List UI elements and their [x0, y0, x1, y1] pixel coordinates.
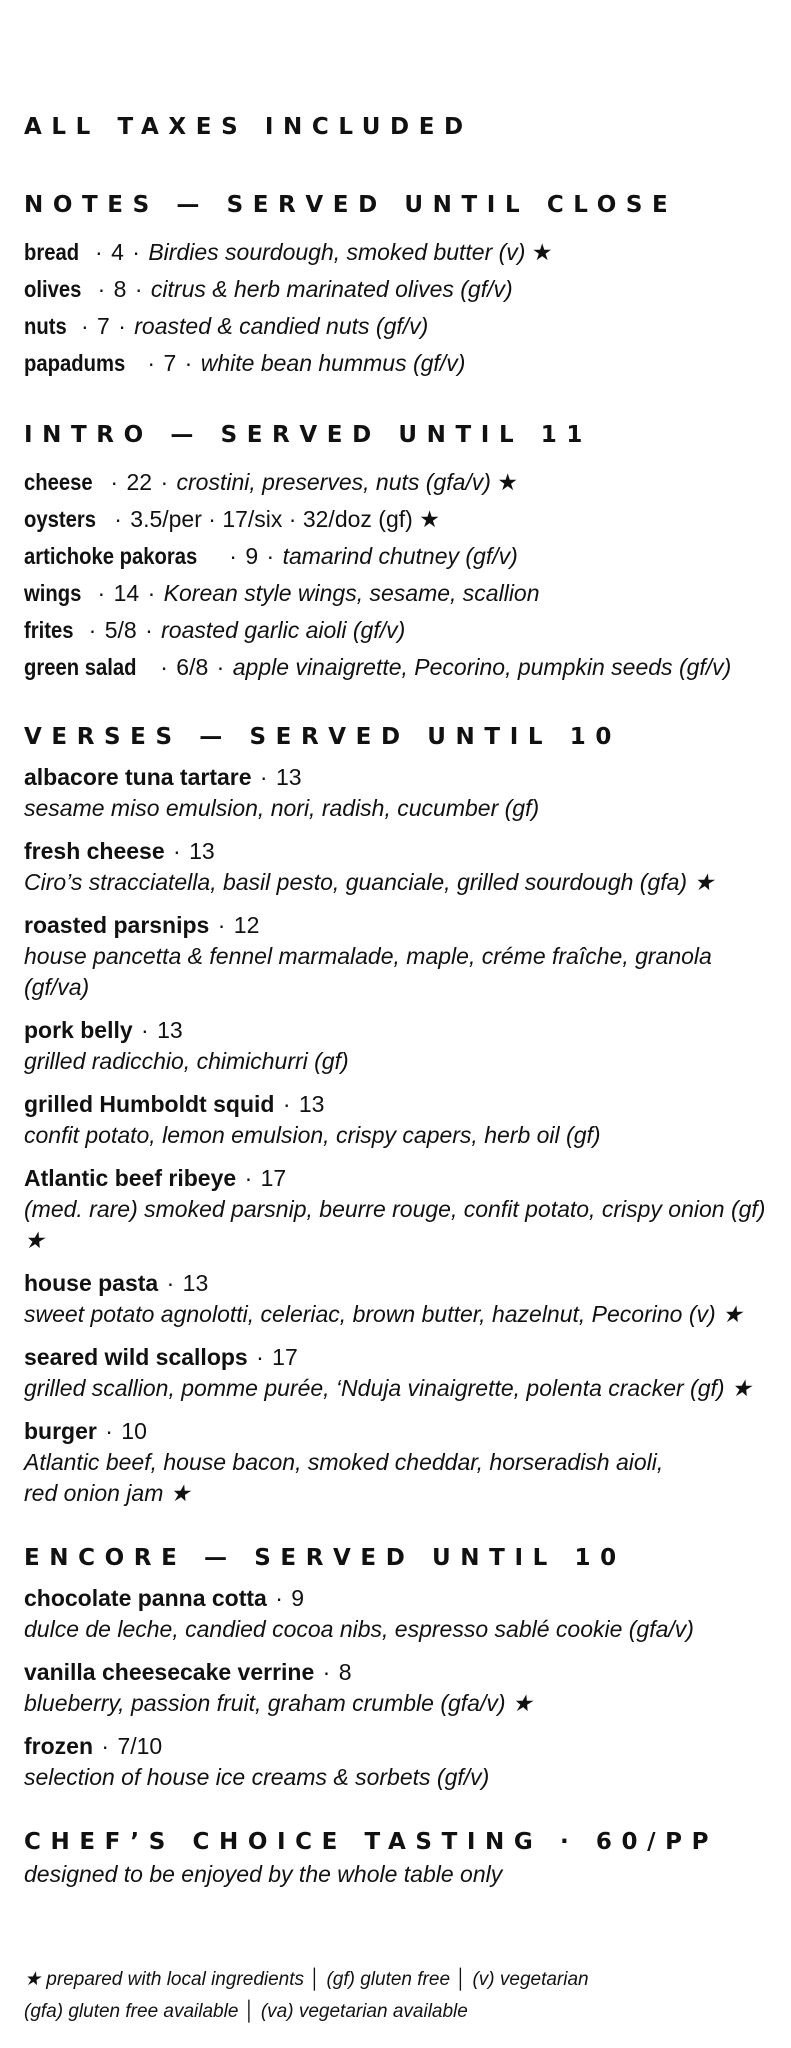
legend-line-1: ★ prepared with local ingredients │ (gf) gluten free │ (v) vegetarian — [24, 1969, 589, 1990]
legend-line-2: (gfa) gluten free available │ (va) vegetarian available — [24, 2001, 468, 2022]
list-item: seared wild scallops · 17 grilled scallion, pomme purée, ‘Nduja vinaigrette, polenta cracker (gf) ★ — [24, 1344, 752, 1401]
list-item: albacore tuna tartare · 13 sesame miso emulsion, nori, radish, cucumber (gf) — [24, 764, 540, 821]
taxes-heading: ALL TAXES INCLUDED — [24, 114, 473, 140]
encore-heading: ENCORE — SERVED UNTIL 10 — [24, 1545, 626, 1571]
encore-list — [24, 1583, 774, 1793]
menu-page — [24, 112, 774, 1890]
list-item: nuts · 7 · roasted & candied nuts (gf/v) — [24, 313, 429, 339]
list-item: frozen · 7/10 selection of house ice creams & sorbets (gf/v) — [24, 1733, 490, 1790]
intro-heading: INTRO — SERVED UNTIL 11 — [24, 422, 593, 448]
list-item: green salad · 6/8 · apple vinaigrette, Pecorino, pumpkin seeds (gf/v) — [24, 654, 732, 680]
tasting-heading: CHEF’S CHOICE TASTING · 60/PP — [24, 1829, 719, 1855]
list-item: fresh cheese · 13 Ciro’s stracciatella, basil pesto, guanciale, grilled sourdough (gfa) ★ — [24, 838, 715, 895]
list-item: oysters · 3.5/per · 17/six · 32/doz (gf) ★ — [24, 506, 440, 532]
list-item: chocolate panna cotta · 9 dulce de leche, candied cocoa nibs, espresso sablé cookie (gfa/v) — [24, 1585, 694, 1642]
verses-heading: VERSES — SERVED UNTIL 10 — [24, 724, 621, 750]
tasting-description: designed to be enjoyed by the whole table only — [24, 1861, 503, 1887]
list-item: pork belly · 13 grilled radicchio, chimichurri (gf) — [24, 1017, 349, 1074]
star-icon: ★ — [531, 239, 553, 265]
verses-list — [24, 762, 774, 1509]
list-item: bread · 4 · Birdies sourdough, smoked butter (v) ★ — [24, 239, 553, 265]
list-item: cheese · 22 · crostini, preserves, nuts (gfa/v) ★ — [24, 469, 518, 495]
list-item: papadums · 7 · white bean hummus (gf/v) — [24, 350, 466, 376]
intro-list — [24, 464, 774, 686]
notes-heading: NOTES — SERVED UNTIL CLOSE — [24, 192, 678, 218]
list-item: olives · 8 · citrus & herb marinated olives (gf/v) — [24, 276, 513, 302]
list-item: Atlantic beef ribeye · 17 (med. rare) smoked parsnip, beurre rouge, confit potato, crispy onion (gf) ★ — [24, 1165, 766, 1253]
list-item: frites · 5/8 · roasted garlic aioli (gf/v) — [24, 617, 406, 643]
star-icon: ★ — [497, 469, 518, 495]
list-item: wings · 14 · Korean style wings, sesame, scallion — [24, 580, 540, 606]
list-item: vanilla cheesecake verrine · 8 blueberry, passion fruit, graham crumble (gfa/v) ★ — [24, 1659, 533, 1716]
list-item: burger · 10 Atlantic beef, house bacon, smoked cheddar, horseradish aioli, red onion jam ★ — [24, 1418, 664, 1506]
list-item: house pasta · 13 sweet potato agnolotti, celeriac, brown butter, hazelnut, Pecorino (v) ★ — [24, 1270, 743, 1327]
star-icon: ★ — [419, 506, 440, 532]
list-item: grilled Humboldt squid · 13 confit potato, lemon emulsion, crispy capers, herb oil (gf) — [24, 1091, 601, 1148]
list-item: artichoke pakoras · 9 · tamarind chutney (gf/v) — [24, 543, 518, 569]
list-item: roasted parsnips · 12 house pancetta & fennel marmalade, maple, créme fraîche, granola (gf/va) — [24, 912, 712, 1000]
notes-list — [24, 234, 774, 382]
legend-footer — [24, 1964, 589, 2028]
